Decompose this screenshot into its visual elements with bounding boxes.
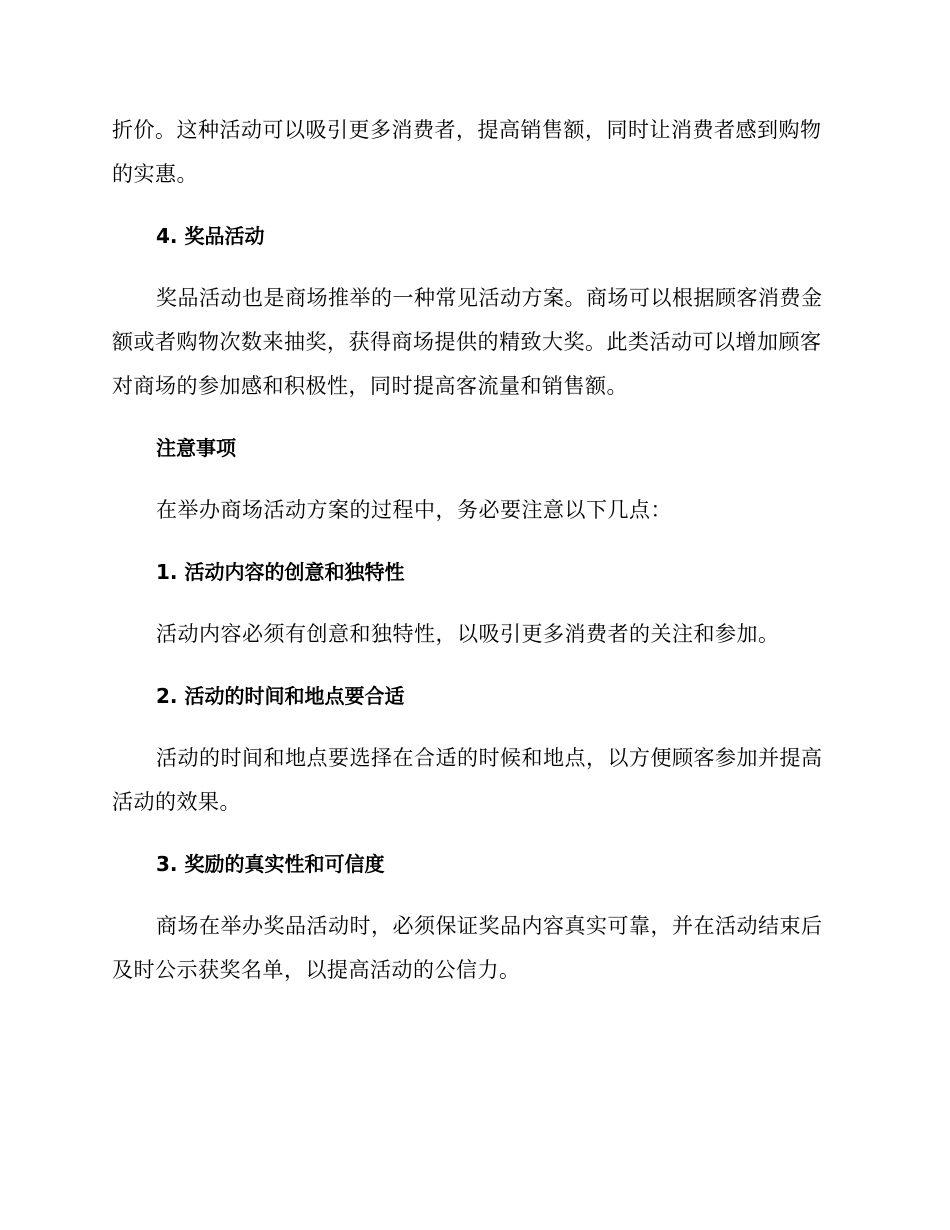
item2-paragraph: 活动的时间和地点要选择在合适的时候和地点，以方便顾客参加并提高活动的效果。 bbox=[112, 746, 823, 814]
notes-intro-paragraph: 在举办商场活动方案的过程中，务必要注意以下几点： bbox=[156, 498, 672, 522]
item3-heading: 3. 奖励的真实性和可信度 bbox=[156, 852, 385, 876]
item1-heading: 1. 活动内容的创意和独特性 bbox=[156, 560, 405, 584]
item2-heading: 2. 活动的时间和地点要合适 bbox=[156, 684, 405, 708]
document-body bbox=[112, 108, 836, 992]
section4-heading: 4. 奖品活动 bbox=[156, 224, 265, 248]
notes-heading: 注意事项 bbox=[156, 436, 236, 460]
item1-paragraph: 活动内容必须有创意和独特性，以吸引更多消费者的关注和参加。 bbox=[156, 622, 780, 646]
section4-paragraph: 奖品活动也是商场推举的一种常见活动方案。商场可以根据顾客消费金额或者购物次数来抽奖，获得商场提供的精致大奖。此类活动可以增加顾客对商场的参加感和积极性，同时提高客流量和销售额。 bbox=[112, 286, 823, 398]
intro-continuation-paragraph: 折价。这种活动可以吸引更多消费者，提高销售额，同时让消费者感到购物的实惠。 bbox=[112, 118, 822, 186]
item3-paragraph: 商场在举办奖品活动时，必须保证奖品内容真实可靠，并在活动结束后及时公示获奖名单，以提高活动的公信力。 bbox=[112, 914, 823, 982]
